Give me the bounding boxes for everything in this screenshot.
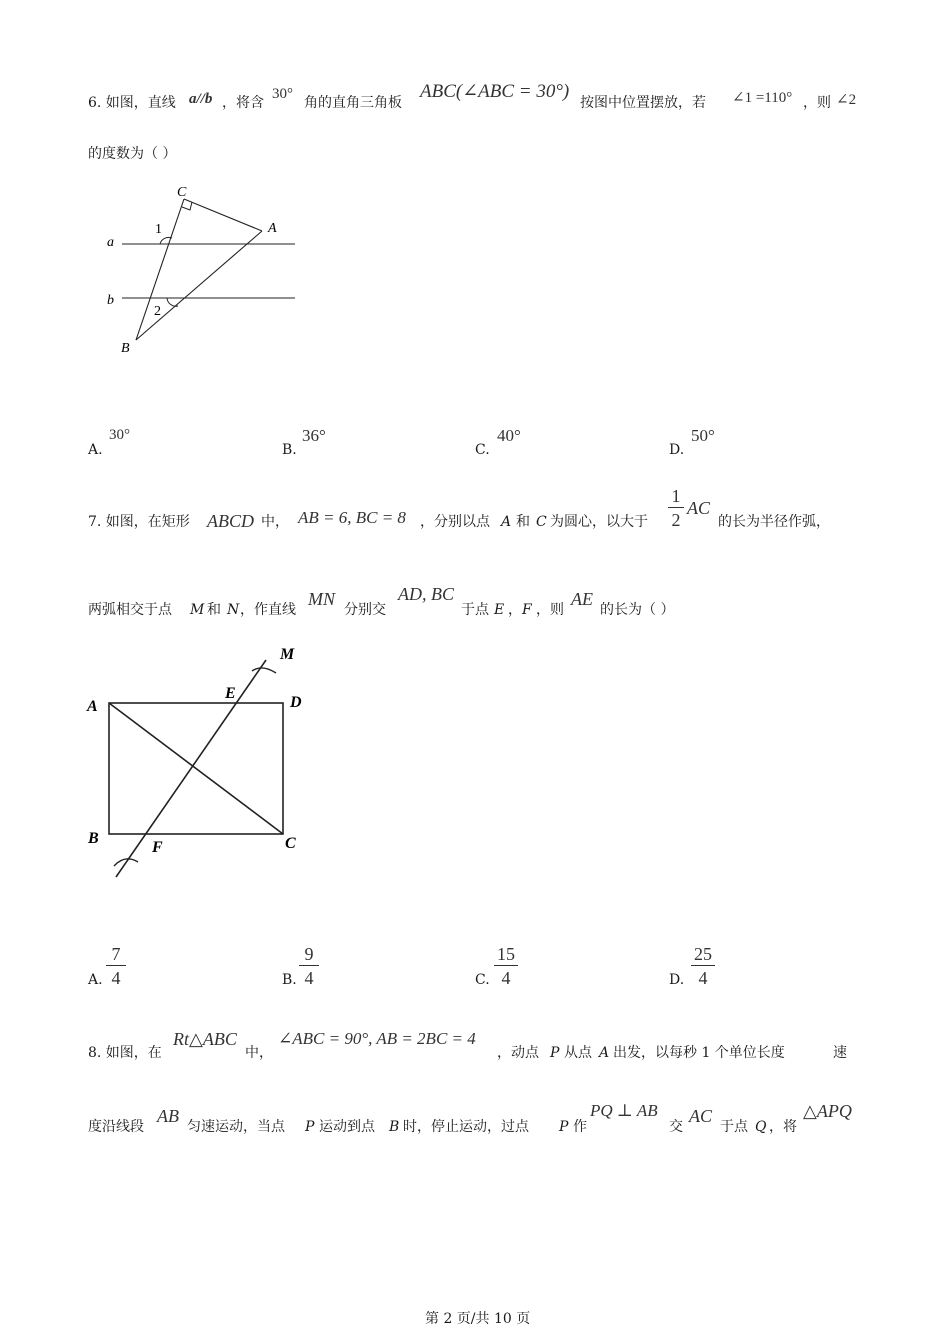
q8-text-13: 于点 xyxy=(720,1119,748,1135)
q7-text-11: 于点 xyxy=(461,602,489,618)
q7-point-m: M xyxy=(190,602,205,618)
q7-option-b-fraction xyxy=(299,944,319,988)
q7-mn: MN xyxy=(308,589,335,609)
q7-option-c-fraction xyxy=(494,944,518,988)
q6-option-d-letter: D. xyxy=(669,442,685,458)
q7-text-6: 的长为半径作弧， xyxy=(718,514,830,530)
q7-point-a: A xyxy=(501,514,512,530)
q7-option-b-num: 9 xyxy=(304,944,314,964)
q6-angle2: ∠2 xyxy=(836,92,857,108)
q8-text-14: ，将 xyxy=(769,1119,797,1135)
q7-text-3: ，分别以点 xyxy=(420,514,490,530)
q8-text-7: 度沿线段 xyxy=(88,1119,144,1135)
q7-point-f: F xyxy=(522,602,532,618)
q8-text-11: 作 xyxy=(573,1119,587,1135)
label-c: C xyxy=(285,835,296,852)
q7-option-b-letter: B. xyxy=(282,972,297,988)
q6-text-3: 角的直角三角板 xyxy=(304,95,402,111)
q7-text-12: ， xyxy=(508,602,522,618)
q8-ac: AC xyxy=(689,1106,713,1126)
label-m: M xyxy=(280,646,295,663)
q7-text-8: 和 xyxy=(207,602,221,618)
q8-ab: AB xyxy=(157,1106,179,1126)
q6-text-2: ，将含 xyxy=(222,95,264,111)
q7-half-fraction xyxy=(668,486,684,530)
q8-text-3: ，动点 xyxy=(497,1045,539,1061)
q8-text-5: 出发，以每秒 1 个单位长度 xyxy=(613,1045,785,1061)
q7-text-14: 的长为（ ） xyxy=(600,602,675,618)
q6-option-c-letter: C. xyxy=(475,442,490,458)
q7-text-1: 7. 如图，在矩形 xyxy=(88,514,190,530)
diagonal-ac xyxy=(109,703,283,834)
label-line-a: a xyxy=(107,235,114,250)
q7-option-b-den: 4 xyxy=(304,968,314,988)
q6-option-b-value: 36° xyxy=(302,426,326,445)
q8-text-8: 匀速运动，当点 xyxy=(187,1119,285,1135)
q7-point-c: C xyxy=(536,514,547,530)
q8-point-p: P xyxy=(550,1045,560,1061)
q6-angle1: ∠1 =110° xyxy=(732,90,793,106)
label-c: C xyxy=(177,185,187,200)
q6-parallel: a//b xyxy=(189,91,213,107)
label-angle-1: 1 xyxy=(155,222,162,237)
right-angle-mark xyxy=(182,202,192,210)
label-a-point: A xyxy=(268,221,277,236)
q6-text-1: 6. 如图，直线 xyxy=(88,95,176,111)
q8-text-9: 运动到点 xyxy=(319,1119,375,1135)
q6-text-6: 的度数为（ ） xyxy=(88,146,177,162)
label-f: F xyxy=(152,839,163,856)
q7-option-d-fraction xyxy=(691,944,715,988)
page-number: 第 2 页/共 10 页 xyxy=(425,1311,531,1327)
q7-option-d-den: 4 xyxy=(698,968,708,988)
q7-text-13: ，则 xyxy=(536,602,564,618)
q7-text-7: 两弧相交于点 xyxy=(88,602,172,618)
q8-point-p3: P xyxy=(559,1119,569,1135)
q7-figure xyxy=(80,640,320,885)
q7-option-a-den: 4 xyxy=(111,968,121,988)
q7-ae: AE xyxy=(571,589,593,609)
label-line-b: b xyxy=(107,293,114,308)
q7-option-c-letter: C. xyxy=(475,972,490,988)
q8-text-1: 8. 如图，在 xyxy=(88,1045,162,1061)
q6-option-a-letter: A. xyxy=(88,442,103,458)
q7-option-d-num: 25 xyxy=(694,944,712,964)
q6-text-4: 按图中位置摆放，若 xyxy=(580,95,706,111)
q7-option-a-fraction xyxy=(106,944,126,988)
q7-half-den: 2 xyxy=(671,510,681,530)
line-mn xyxy=(116,660,266,877)
q8-text-12: 交 xyxy=(669,1119,683,1135)
q8-point-p2: P xyxy=(305,1119,315,1135)
q7-half-num: 1 xyxy=(671,486,681,506)
q7-ad-bc: AD, BC xyxy=(398,584,454,604)
q7-option-d-letter: D. xyxy=(669,972,685,988)
q6-triangle-math: ABC(∠ABC = 30°) xyxy=(420,81,570,102)
q7-text-9: ，作直线 xyxy=(240,602,296,618)
q8-text-4: 从点 xyxy=(564,1045,592,1061)
q6-option-a-value: 30° xyxy=(109,427,130,443)
q6-angle-30: 30° xyxy=(272,86,293,102)
q8-text-10: 时，停止运动，过点 xyxy=(403,1119,529,1135)
label-d: D xyxy=(290,694,302,711)
q6-option-d-value: 50° xyxy=(691,426,715,445)
q7-point-n: N xyxy=(227,602,240,618)
q8-point-a: A xyxy=(599,1045,610,1061)
q7-text-2: 中， xyxy=(261,514,289,530)
q8-text-6: 速 xyxy=(833,1045,847,1061)
q8-triangle-apq: △APQ xyxy=(803,1101,852,1121)
q6-option-c-value: 40° xyxy=(497,426,521,445)
q7-text-5: 为圆心，以大于 xyxy=(550,514,648,530)
q8-text-2: 中， xyxy=(245,1045,273,1061)
q7-rect: ABCD xyxy=(207,511,254,531)
q7-option-a-letter: A. xyxy=(88,972,103,988)
label-b-point: B xyxy=(121,341,130,356)
q7-option-c-den: 4 xyxy=(501,968,511,988)
triangle-side-ca xyxy=(184,199,262,231)
q6-figure xyxy=(100,180,310,360)
q7-ac: AC xyxy=(687,498,711,518)
q8-pq-perp-ab: PQ ⊥ AB xyxy=(590,1101,658,1120)
label-b: B xyxy=(88,830,99,847)
label-e: E xyxy=(225,685,236,702)
q7-text-4: 和 xyxy=(516,514,530,530)
arc-mark-m xyxy=(252,668,276,673)
label-angle-2: 2 xyxy=(154,304,161,319)
q7-option-c-num: 15 xyxy=(497,944,515,964)
q8-triangle: Rt△ABC xyxy=(173,1029,237,1049)
q8-conditions: ∠ABC = 90°, AB = 2BC = 4 xyxy=(278,1029,476,1048)
q7-lengths: AB = 6, BC = 8 xyxy=(298,508,406,527)
q6-option-b-letter: B. xyxy=(282,442,297,458)
q7-option-a-num: 7 xyxy=(111,944,121,964)
q7-text-10: 分别交 xyxy=(344,602,386,618)
q8-point-q: Q xyxy=(755,1119,767,1135)
label-a: A xyxy=(87,698,98,715)
q6-text-5: ，则 xyxy=(803,95,831,111)
q8-point-b: B xyxy=(389,1119,400,1135)
q7-point-e: E xyxy=(494,602,505,618)
